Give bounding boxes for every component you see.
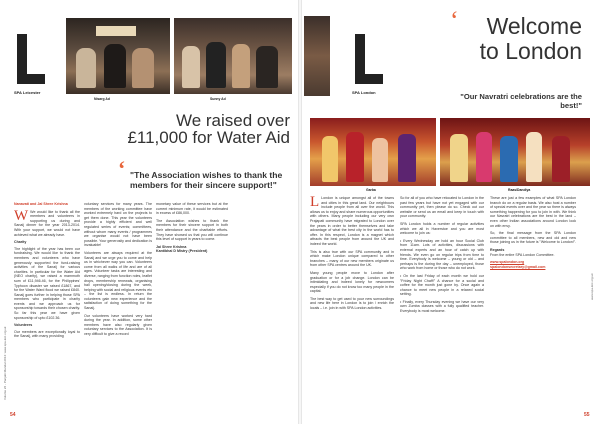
bullet-item: • On the last Friday of each month we hold our "Friday Night Chaff!" A chance for a social and coffee for the month just gone by. Once again a chance to meet new people in a relaxed social setting. (400, 273, 484, 297)
drop-cap: L (310, 194, 320, 210)
bullet-item: • Finally, every Thursday evening we have our very own Zumba classes with a fully qualified teacher. Everybody is most welcome. (400, 299, 484, 314)
spa-logo (352, 34, 386, 86)
drop-cap: W (14, 207, 29, 224)
section-heading: Charity (14, 240, 27, 245)
paragraph: So, the final message from the SPA London committee to all members, new and old and new those joining us in the future is "Welcome to London!". (490, 231, 576, 245)
signoff: Kantibhai D Mistry (President) (156, 249, 208, 254)
vertical-footer: www.spa-leic.org.uk (590, 273, 594, 300)
sub-quote: "Our Navratri celebrations are the best!" (460, 92, 582, 110)
headline-line: £11,000 for Water Aid (127, 128, 290, 147)
lead-paragraph: London is unique amongst all of the towns and cities in this great land. Our neighbours include people from all over the world. This allows us to enjoy and share numerous opportunities with others. Many people including our very own Prajapati community have migrated to London over the years in order to better themselves and take advantage of what the best city in the world has to offer. In this respect, London is a magnet which attracts the best people from around the UK and indeed the world. (310, 196, 394, 246)
headline-line: to London (479, 38, 582, 64)
photo-caption: Garba (366, 188, 376, 192)
pull-quote: ‘ "The Association wishes to thank the members for their sincere support!" (118, 156, 283, 190)
paragraph: The best way to get used to your new surroundings and new life here in London is to join / enrich the locals – i.e. join in with SPA London activities. (310, 296, 394, 311)
paragraph: From the entire SPA London Committee. (490, 252, 555, 257)
paragraph: These are just a few examples of what SPA London branch do on a regular basis. We also host a number of special events over and the year so there is always something happening for you to join in with. We think our Navratri celebrations are the best in the land – even other Indian associations around London look on with envy. (490, 196, 576, 228)
lead-paragraph: We would like to thank all the members and volunteers in supporting us during and Sanaij dinner for the year 2013-2014. With your support, we would not have achieved what we already have. (14, 209, 80, 237)
paragraph: Volunteers are always required at the Sanaij and we urge you to come and help us in whichever way you can. Volunteers come from all walks of life and are of all ages. Volunteer tasks are interesting and diverse, ranging from function roles, leaflet drops, membership renewals, organising hall opening/closing during the week, helping with social and religious events etc – the list is endless. In return the volunteers gain new experience and the satisfaction of doing something for the Sanaij. (84, 250, 152, 311)
photo-caption: Sunny Ad (210, 97, 226, 101)
section-heading: Volunteers (14, 323, 33, 328)
paragraph: voluntary services for many years. The members of the working committee have worked extremely hard on the projects to get them done. This year the volunteers provide a highly efficient and well regulated series of events; committees, without whom many events / programmes we organise would not have been possible. Your generosity and dedication is invaluable! (84, 202, 152, 248)
page-number: 55 (584, 412, 590, 418)
photo-raas (440, 118, 590, 186)
column-3 (156, 202, 228, 256)
page-headline (127, 112, 290, 146)
paragraph: SPA London holds a number of regular activities which we all in Haverstoe and you are most welcome to join us: (400, 221, 484, 236)
paragraph: Our members are exceptionally loyal to the Sanaij, with many providing (14, 329, 80, 339)
column-2 (400, 196, 484, 317)
headline-line: Welcome (486, 13, 582, 39)
photo-sunny (174, 18, 292, 94)
photo-nisarg (66, 18, 170, 94)
column-3 (490, 196, 576, 272)
paragraph: The Association wishes to thank the members for their sincere support in both their attendance and the charitable efforts. They have showed us that you will continue this level of support in years to come. (156, 218, 228, 242)
column-1 (14, 202, 80, 342)
paragraph: The highlight of the year has been our fundraising. We would like to thank the members and volunteers who have generously supported the fund-raising activities of the Sanaij for various charities. In particular for the Water Aid (NEO charity), we raised a mammoth sum of £11,946.46, for the Philippines' Typhoon disaster we raised £1867, and for the Water Ward flood we raised £840. Sanaij goes further in helping those SPA members who participate in charity events and we approach us for sponsorship towards their chosen charity. So far this year we have given sponsorship of upto £102.36. (14, 246, 80, 320)
photo-strip (304, 16, 330, 96)
pull-quote-text: "The Association wishes to thank the members for their sincere support!" (130, 170, 283, 190)
photo-caption: Nisarg Ad (94, 97, 110, 101)
bullet-item: • Every Wednesday we hold an hour Social Club from 11am. Lots of activities, discussions with external experts and an hour of catch up with friends. We even go on regular trips from time to time. Everybody is welcome – young or old – and perhaps is the during the day – unemployed, those who work from home or those who do not work. (400, 238, 484, 271)
right-page (300, 0, 600, 424)
vertical-footer: Volume 26 - Panjabi Mandal 2014: www.spa-leic.org.uk (3, 326, 7, 400)
email-link[interactable]: spalondonsecretary@gmail.com (490, 264, 546, 269)
website-link[interactable]: www.spalondon.org (490, 260, 525, 265)
paragraph: Regards (490, 247, 505, 252)
paragraph: monetary value of these services but at the current minimum rate, it would be estimated in excess of £86,000. (156, 202, 228, 216)
headline-line: We raised over (175, 111, 290, 130)
column-1 (310, 196, 394, 314)
byline: Nanavati and Jal Shree Krishna (14, 202, 68, 206)
page-number: 54 (10, 412, 16, 418)
photo-caption: Raas/Dandiya (508, 188, 531, 192)
paragraph: Our volunteers have worked very hard during the year. In addition, some other members have also regularly given voluntary services to the Association. It is very difficult to give a record (84, 313, 152, 337)
paragraph: Many young people move to London after graduation or for a job change. London can be intimidating and indeed lonely for newcomers especially if you do not know too many people in the capital. (310, 270, 394, 294)
logo-caption: SPA London (352, 90, 376, 95)
photo-garba (310, 118, 436, 186)
column-2 (84, 202, 152, 340)
paragraph: This is also true with our SPA community and in which make London unique compared to other branches – many of our new members originate us from other SPA centres around the UK. (310, 249, 394, 268)
quote-mark-icon: ‘ (450, 6, 459, 35)
logo-caption: SPA Leicester (14, 90, 41, 95)
page-headline (480, 14, 582, 64)
signoff: Jai Shree Krishna (156, 244, 187, 249)
spa-logo (14, 34, 48, 86)
paragraph: So for all of you who have relocated to London in the past few years but have not yet engaged with our community yet, then please do so. Check out our website or send us an email and keep in touch with your community. (400, 196, 484, 219)
